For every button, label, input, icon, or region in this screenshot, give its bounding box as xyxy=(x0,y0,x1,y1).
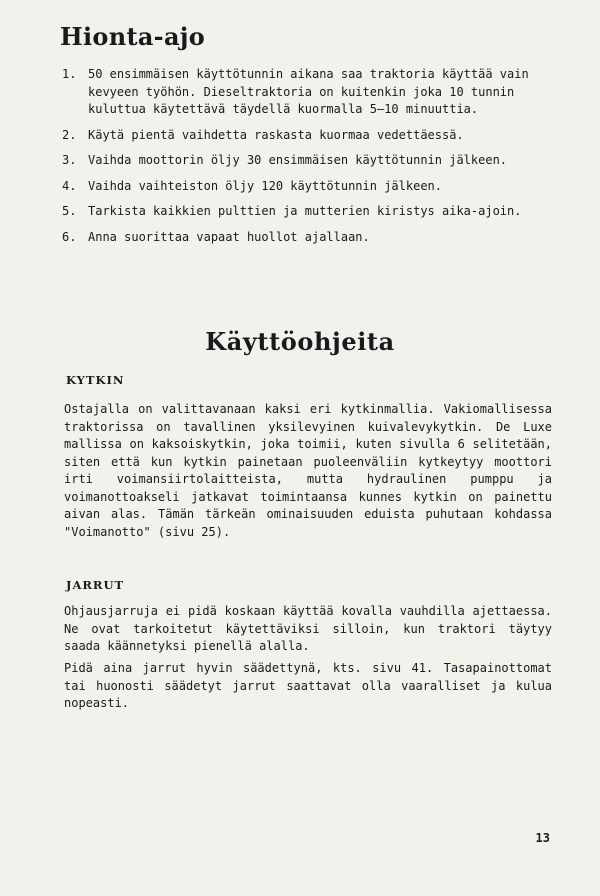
list-item-number: 5. xyxy=(62,204,77,218)
hionta-ajo-steps xyxy=(62,66,552,254)
list-item xyxy=(62,229,552,247)
page-number: 13 xyxy=(535,831,550,845)
list-item xyxy=(62,66,552,119)
list-item-text: Anna suorittaa vapaat huollot ajallaan. xyxy=(88,229,370,244)
subheading-kytkin: KYTKIN xyxy=(66,373,125,387)
list-item-number: 1. xyxy=(62,67,77,81)
list-item-number: 6. xyxy=(62,229,77,244)
subheading-jarrut: JARRUT xyxy=(66,578,125,592)
list-item xyxy=(62,203,552,221)
jarrut-paragraph-1: Ohjausjarruja ei pidä koskaan käyttää kovalla vauhdilla ajettaessa. Ne ovat tarkoitetut käytettäviksi silloin, kun traktori täytyy saada käännetyksi pienellä alalla. xyxy=(64,604,552,653)
list-item-text: Vaihda moottorin öljy 30 ensimmäisen käyttötunnin jälkeen. xyxy=(88,153,508,167)
list-item-text: Tarkista kaikkien pulttien ja mutterien kiristys aika-ajoin. xyxy=(88,204,522,218)
list-item-text: Vaihda vaihteiston öljy 120 käyttötunnin jälkeen. xyxy=(88,178,443,193)
jarrut-paragraph-2: Pidä aina jarrut hyvin säädettynä, kts. sivu 41. Tasapainottomat tai huonosti säädetyt jarrut saattavat olla vaaralliset ja kulua nopeasti. xyxy=(64,661,552,710)
list-item xyxy=(62,152,552,170)
kytkin-paragraph: Ostajalla on valittavanaan kaksi eri kytkinmallia. Vakiomallisessa traktorissa on tavallinen yksilevyinen kuivalevykytkin. De Luxe mallissa on kaksoiskytkin, joka toimii, kuten sivulla 6 selitetään, siten että kun kytkin painetaan puoleenväliin kytkeytyy moottori irti voimansiirtolaitteista, mutta hydraulinen pumppu ja voimanottoakseli jatkavat toimintaansa kunnes kytkin on painettu aivan alas. Tämän tärkeän ominaisuuden eduista puhutaan kohdassa "Voimanotto" (sivu 25). xyxy=(64,402,552,539)
list-item xyxy=(62,127,552,145)
list-item-number: 3. xyxy=(62,153,77,167)
section-title-kayttoohjeita: Käyttöohjeita xyxy=(205,327,395,356)
section-title-hionta-ajo: Hionta-ajo xyxy=(60,22,206,51)
list-item-number: 4. xyxy=(62,178,77,193)
list-item-number: 2. xyxy=(62,127,77,142)
list-item-text: 50 ensimmäisen käyttötunnin aikana saa traktoria käyttää vain kevyeen työhön. Dieseltraktoria on kuitenkin joka 10 tunnin kuluttua käytettävä täydellä kuormalla 5—10 minuuttia. xyxy=(88,67,529,116)
list-item xyxy=(62,178,552,196)
list-item-text: Käytä pientä vaihdetta raskasta kuormaa vedettäessä. xyxy=(88,127,464,142)
